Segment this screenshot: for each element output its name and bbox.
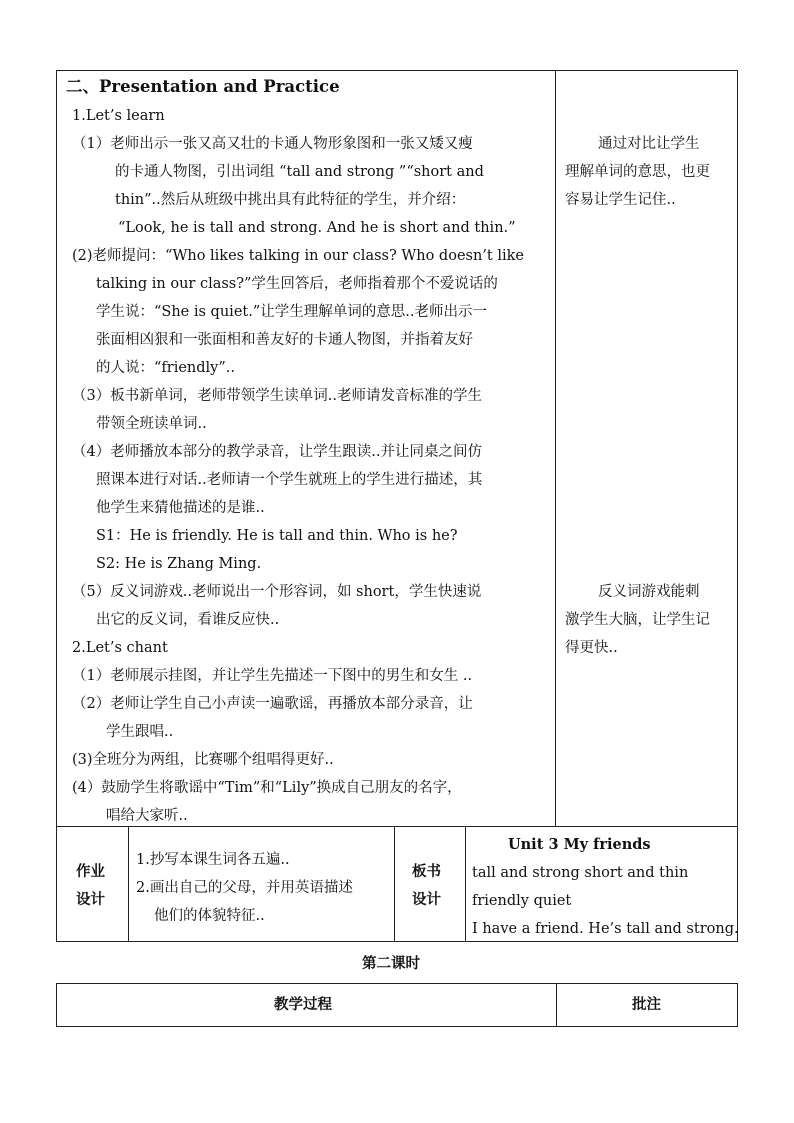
content-line: 1.Let’s learn xyxy=(72,108,165,124)
content-line: 学生说：“She is quiet.”让学生理解单词的意思..老师出示一 xyxy=(96,304,487,320)
content-line: S2: He is Zhang Ming. xyxy=(96,556,262,572)
board-line: friendly quiet xyxy=(472,893,572,909)
homework-row-divider xyxy=(56,826,738,827)
content-line: 出它的反义词，看谁反应快.. xyxy=(96,612,280,628)
content-line: thin”..然后从班级中挑出具有此特征的学生，并介绍： xyxy=(115,192,466,208)
content-line: S1：He is friendly. He is tall and thin. Who is he? xyxy=(96,528,458,544)
lesson2-col-notes: 批注 xyxy=(632,996,661,1013)
note-line: 理解单词的意思，也更 xyxy=(565,164,710,180)
content-line: 的卡通人物图，引出词组 “tall and strong ”“short and xyxy=(115,164,484,180)
note-line: 反义词游戏能刺 xyxy=(598,584,700,600)
board-label: 板书 xyxy=(412,863,441,880)
board-title: Unit 3 My friends xyxy=(508,836,651,853)
homework-content-divider xyxy=(394,826,395,942)
note-line: 得更快.. xyxy=(565,640,618,656)
homework-label: 作业 xyxy=(76,863,105,880)
board-line: tall and strong short and thin xyxy=(472,865,689,881)
content-line: （5）反义词游戏..老师说出一个形容词，如 short，学生快速说 xyxy=(72,584,482,600)
content-line: 带领全班读单词.. xyxy=(96,416,207,432)
homework-item: 他们的体貌特征.. xyxy=(154,908,265,924)
content-line: talking in our class?”学生回答后，老师指着那个不爱说话的 xyxy=(96,276,498,292)
content-line: （1）老师出示一张又高又壮的卡通人物形象图和一张又矮又瘦 xyxy=(72,136,473,152)
lesson2-title: 第二课时 xyxy=(362,955,420,972)
board-line: I have a friend. He’s tall and strong. xyxy=(472,921,739,937)
lesson2-col-process: 教学过程 xyxy=(274,996,332,1013)
content-line: 唱给大家听.. xyxy=(106,808,188,824)
content-line: 学生跟唱.. xyxy=(106,724,174,740)
section-heading: 二、Presentation and Practice xyxy=(66,77,340,96)
board-label-divider xyxy=(465,826,466,942)
note-line: 通过对比让学生 xyxy=(598,136,700,152)
notes-divider xyxy=(555,70,556,827)
content-line: (4）鼓励学生将歌谣中“Tim”和“Lily”换成自己朋友的名字， xyxy=(72,780,462,796)
content-line: “Look, he is tall and strong. And he is short and thin.” xyxy=(118,220,516,236)
homework-item: 2.画出自己的父母，并用英语描述 xyxy=(136,880,353,896)
homework-item: 1.抄写本课生词各五遍.. xyxy=(136,852,290,868)
homework-label: 设计 xyxy=(76,891,105,908)
content-line: 他学生来猜他描述的是谁.. xyxy=(96,500,265,516)
content-line: 张面相凶狠和一张面相和善友好的卡通人物图，并指着友好 xyxy=(96,332,473,348)
content-line: （3）板书新单词，老师带领学生读单词..老师请发音标准的学生 xyxy=(72,388,482,404)
lesson2-divider xyxy=(556,983,557,1027)
content-line: 的人说：“friendly”.. xyxy=(96,360,236,376)
note-line: 容易让学生记住.. xyxy=(565,192,676,208)
content-line: （2）老师让学生自己小声读一遍歌谣，再播放本部分录音，让 xyxy=(72,696,473,712)
content-line: （1）老师展示挂图，并让学生先描述一下图中的男生和女生 .. xyxy=(72,668,473,684)
content-line: (2)老师提问：“Who likes talking in our class? Who doesn’t like xyxy=(72,248,524,264)
note-line: 激学生大脑，让学生记 xyxy=(565,612,710,628)
content-line: （4）老师播放本部分的教学录音，让学生跟读..并让同桌之间仿 xyxy=(72,444,482,460)
content-line: (3)全班分为两组，比赛哪个组唱得更好.. xyxy=(72,752,334,768)
content-line: 2.Let’s chant xyxy=(72,640,168,656)
homework-label-divider xyxy=(128,826,129,942)
board-label: 设计 xyxy=(412,891,441,908)
content-line: 照课本进行对话..老师请一个学生就班上的学生进行描述，其 xyxy=(96,472,483,488)
